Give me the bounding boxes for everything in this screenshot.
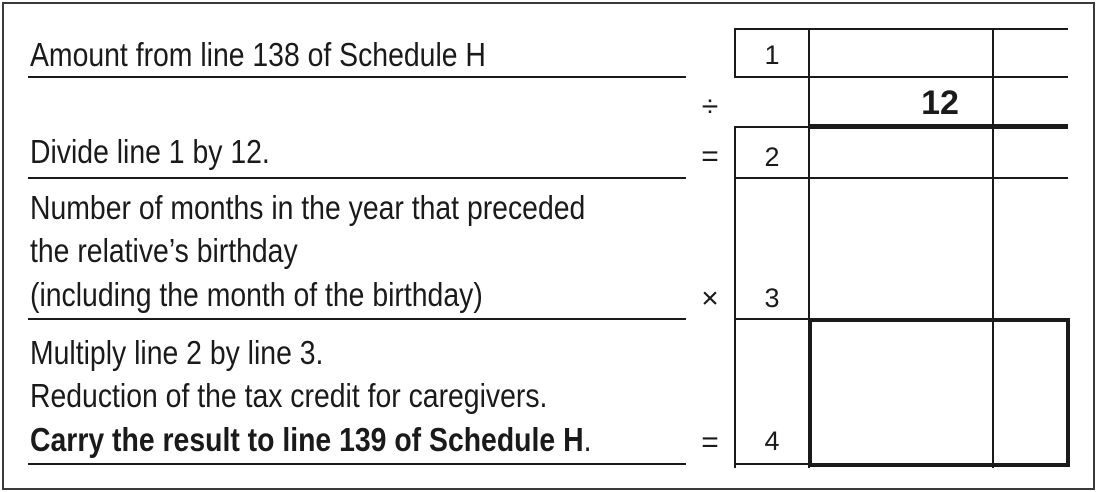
divide-operator: ÷ [701,90,719,123]
line1-number: 1 [764,40,780,70]
line1-cents-field[interactable] [994,30,1068,76]
line1-amount-field[interactable] [810,30,992,76]
line3-label-line3: (including the month of the birthday) [30,276,483,313]
line4-bold-instruction: Carry the result to line 139 of Schedule H [30,421,584,458]
line2-label: Divide line 1 by 12. [30,133,270,170]
line3-label-line1: Number of months in the year that preceded [30,189,586,226]
line3-cents-field[interactable] [994,179,1068,318]
line4-number: 4 [764,426,780,456]
line1-underline [28,76,686,78]
line2-box-top [734,126,810,128]
line2-cents-field[interactable] [994,129,1068,177]
line4-box-bottom [734,463,810,465]
line3-operator: × [701,282,719,315]
line1-box-bottom [734,76,1068,78]
line4-label-line1: Multiply line 2 by line 3. [30,334,324,371]
line3-underline [28,318,686,320]
line4-instruction-period: . [583,421,592,458]
line2-operator: = [701,140,719,173]
line4-cents-field[interactable] [994,322,1062,463]
line4-underline [28,463,686,465]
line3-label-line2: the relative’s birthday [30,232,298,269]
line3-amount-field[interactable] [810,179,992,318]
line2-number: 2 [764,142,780,172]
line4-instruction [30,418,591,461]
line1-label: Amount from line 138 of Schedule H [30,36,486,73]
line2-underline [28,177,686,179]
line4-operator: = [701,426,719,459]
line3-number: 3 [764,283,780,313]
divisor-value: 12 [921,84,959,122]
line4-label-line2: Reduction of the tax credit for caregivers. [30,377,548,414]
line2-amount-field[interactable] [810,129,992,177]
line3-box-bottom [734,318,810,320]
